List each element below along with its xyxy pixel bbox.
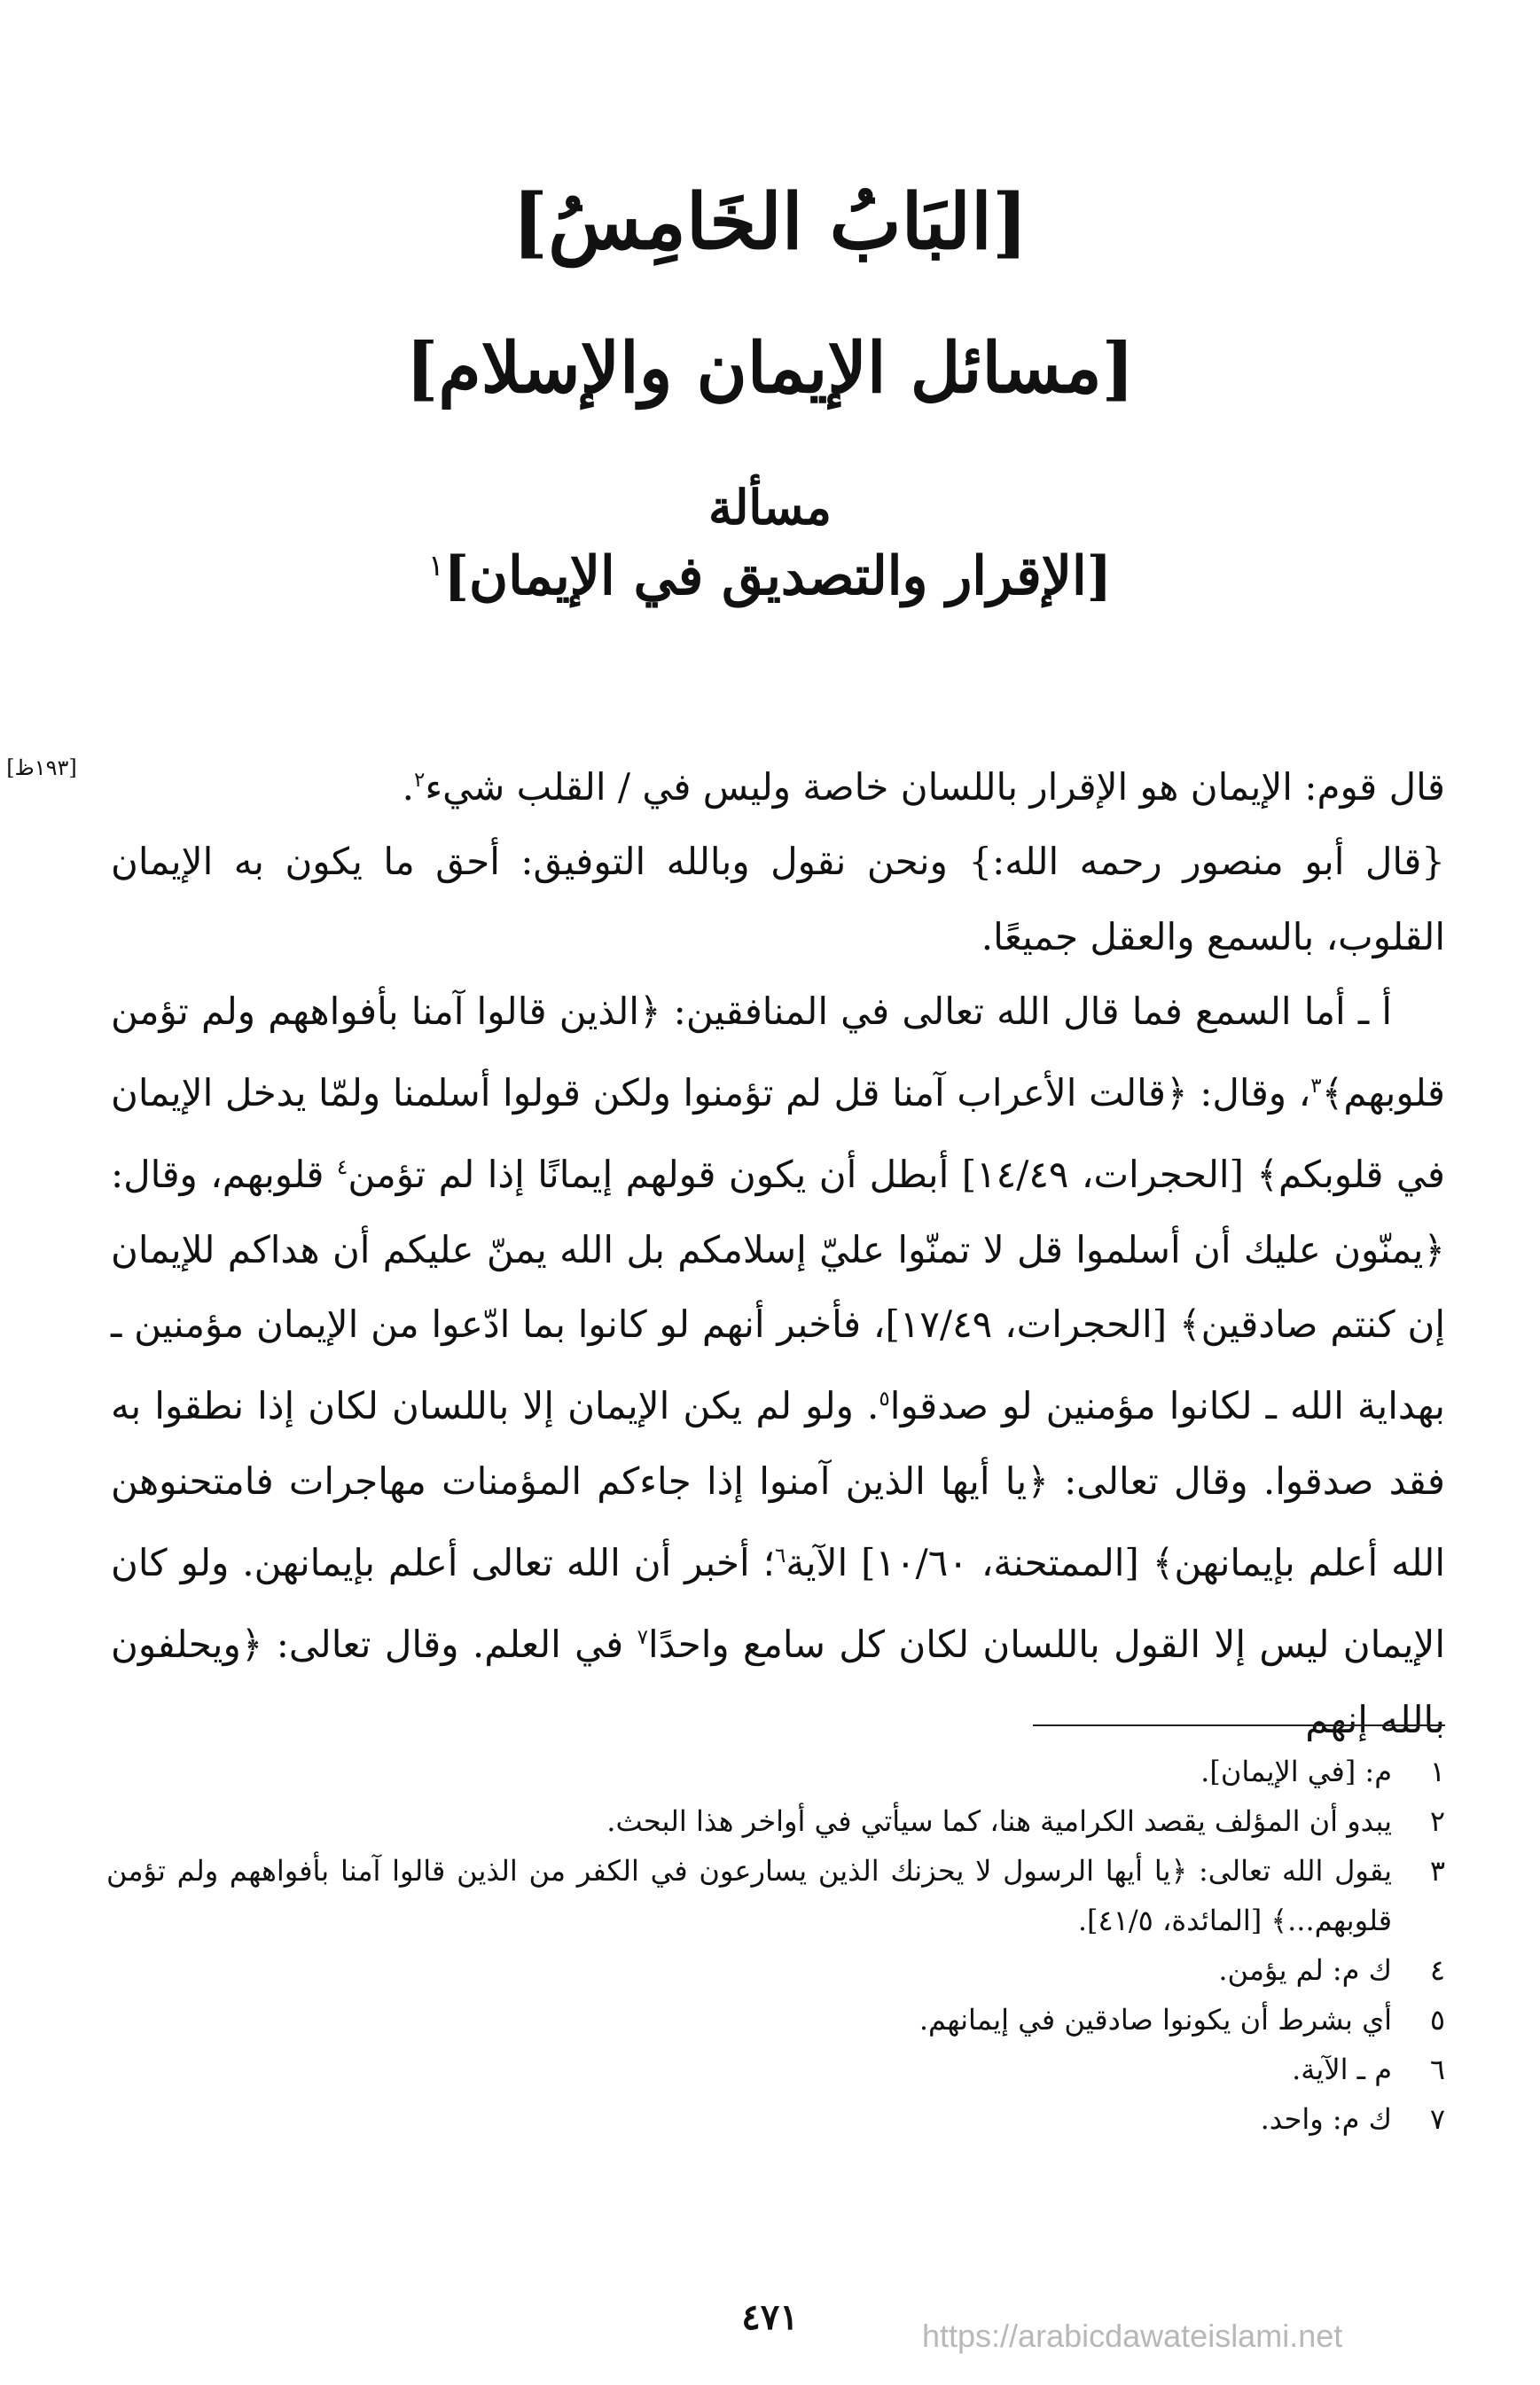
paragraph-1: [111, 743, 1445, 825]
paragraph-3-part-f: في العلم. وقال تعالى: ﴿ويحلفون بالله إنهم: [111, 1623, 1445, 1741]
masala-label: مسألة: [708, 479, 832, 536]
footnote-text: م: [في الإيمان].: [1200, 1755, 1392, 1788]
masala-title: [0, 545, 1540, 607]
footnote-text: يبدو أن المؤلف يقصد الكرامية هنا، كما سيأتي في أواخر هذا البحث.: [606, 1804, 1392, 1838]
footnote-number: ٧: [1429, 2102, 1445, 2136]
footnote-text: ك م: لم يؤمن.: [1218, 1953, 1392, 1987]
footnote-number: ٣: [1429, 1854, 1445, 1888]
paragraph-3-part-a: أ ـ أما السمع فما قال الله تعالى في المنافقين: ﴿الذين قالوا آمنا بأفواههم ولم تؤمن قلوبهم﴾: [111, 989, 1445, 1115]
footnote-text: م ـ الآية.: [1292, 2053, 1392, 2086]
manuscript-folio-note: [١٩٣ظ]: [6, 755, 77, 780]
footnote-ref: ٦: [774, 1544, 786, 1568]
footnote-ref: ١: [427, 548, 444, 583]
paragraph-1-end: .: [402, 765, 414, 809]
paragraph-3-part-e: ؛ أخبر أن الله تعالى أعلم بإيمانهن. ولو كان الإيمان ليس إلا القول باللسان لكان كل سامع واحدًا: [111, 1540, 1446, 1667]
subject-heading: [مسائل الإيمان والإسلام]: [405, 328, 1135, 409]
masala-title-text: [الإقرار والتصديق في الإيمان]: [443, 545, 1113, 607]
footnote-ref: ٤: [336, 1156, 348, 1180]
footnote: [106, 1945, 1445, 1995]
paragraph-3-part-c: قلوبهم، وقال: ﴿يمنّون عليك أن أسلموا قل لا تمنّوا عليّ إسلامكم بل الله يمنّ عليكم أن هداكم للإيمان إن كنتم صادقين﴾ [الحجرات، ١٧/٤٩]، فأخبر أنهم لو كانوا بما ادّعوا من الإيمان مؤمنين ـ بهداية الله ـ لكانوا مؤمنين لو صدقوا: [111, 1153, 1445, 1428]
footnote-number: ١: [1429, 1755, 1445, 1788]
paragraph-3-part-d: . ولو لم يكن الإيمان إلا باللسان لكان إذا نطقوا به فقد صدقوا. وقال تعالى: ﴿يا أيها الذين آمنوا إذا جاءكم المؤمنات مهاجرات فامتحنوهن الله أعلم بإيمانهن﴾ [الممتحنة، ١٠/٦٠] الآية: [111, 1384, 1445, 1584]
paragraph-3: [111, 974, 1445, 1757]
footnote-text: أي بشرط أن يكونوا صادقين في إيمانهم.: [919, 2003, 1392, 2037]
footnote: [106, 1796, 1445, 1846]
footnote-text: يقول الله تعالى: ﴿يا أيها الرسول لا يحزنك الذين يسارعون في الكفر من الذين قالوا آمنا بأفواههم ولم تؤمن قلوبهم...﴾ [المائدة، ٤١/٥].: [106, 1854, 1393, 1937]
paragraph-3-part-b: ، وقال: ﴿قالت الأعراب آمنا قل لم تؤمنوا ولكن قولوا أسلمنا ولمّا يدخل الإيمان في قلوبكم﴾ [الحجرات، ١٤/٤٩] أبطل أن يكون قولهم إيمانًا إذا لم تؤمن: [111, 1071, 1445, 1197]
footnote-number: ٤: [1429, 1953, 1445, 1987]
footnote: [106, 1846, 1445, 1945]
footnote-number: ٢: [1429, 1804, 1445, 1838]
footnote: [106, 2094, 1445, 2144]
footnote: [106, 1747, 1445, 1796]
paragraph-2: {قال أبو منصور رحمه الله:} ونحن نقول وبالله التوفيق: أحق ما يكون به الإيمان القلوب، بالسمع والعقل جميعًا.: [111, 840, 1445, 958]
footnote-ref: ٣: [1310, 1075, 1322, 1099]
footnote: [106, 2045, 1445, 2094]
page-number: ٤٧١: [741, 2296, 799, 2338]
footnote-divider: [1033, 1724, 1445, 1726]
footnote-ref: ٧: [637, 1626, 649, 1650]
footnote-text: ك م: واحد.: [1260, 2102, 1392, 2136]
main-text: [111, 743, 1445, 1757]
footnote-number: ٥: [1429, 2003, 1445, 2037]
chapter-heading: [البَابُ الخَامِسُ]: [512, 177, 1028, 267]
footnote-ref: ٢: [413, 769, 426, 792]
footnote-number: ٦: [1429, 2053, 1445, 2086]
watermark-url: https://arabicdawateislami.net: [922, 2318, 1343, 2354]
footnotes: [106, 1747, 1445, 2144]
footnote-ref: ٥: [879, 1388, 890, 1411]
footnote: [106, 1995, 1445, 2045]
paragraph-1-text: قال قوم: الإيمان هو الإقرار باللسان خاصة وليس في / القلب شيء: [425, 765, 1445, 809]
